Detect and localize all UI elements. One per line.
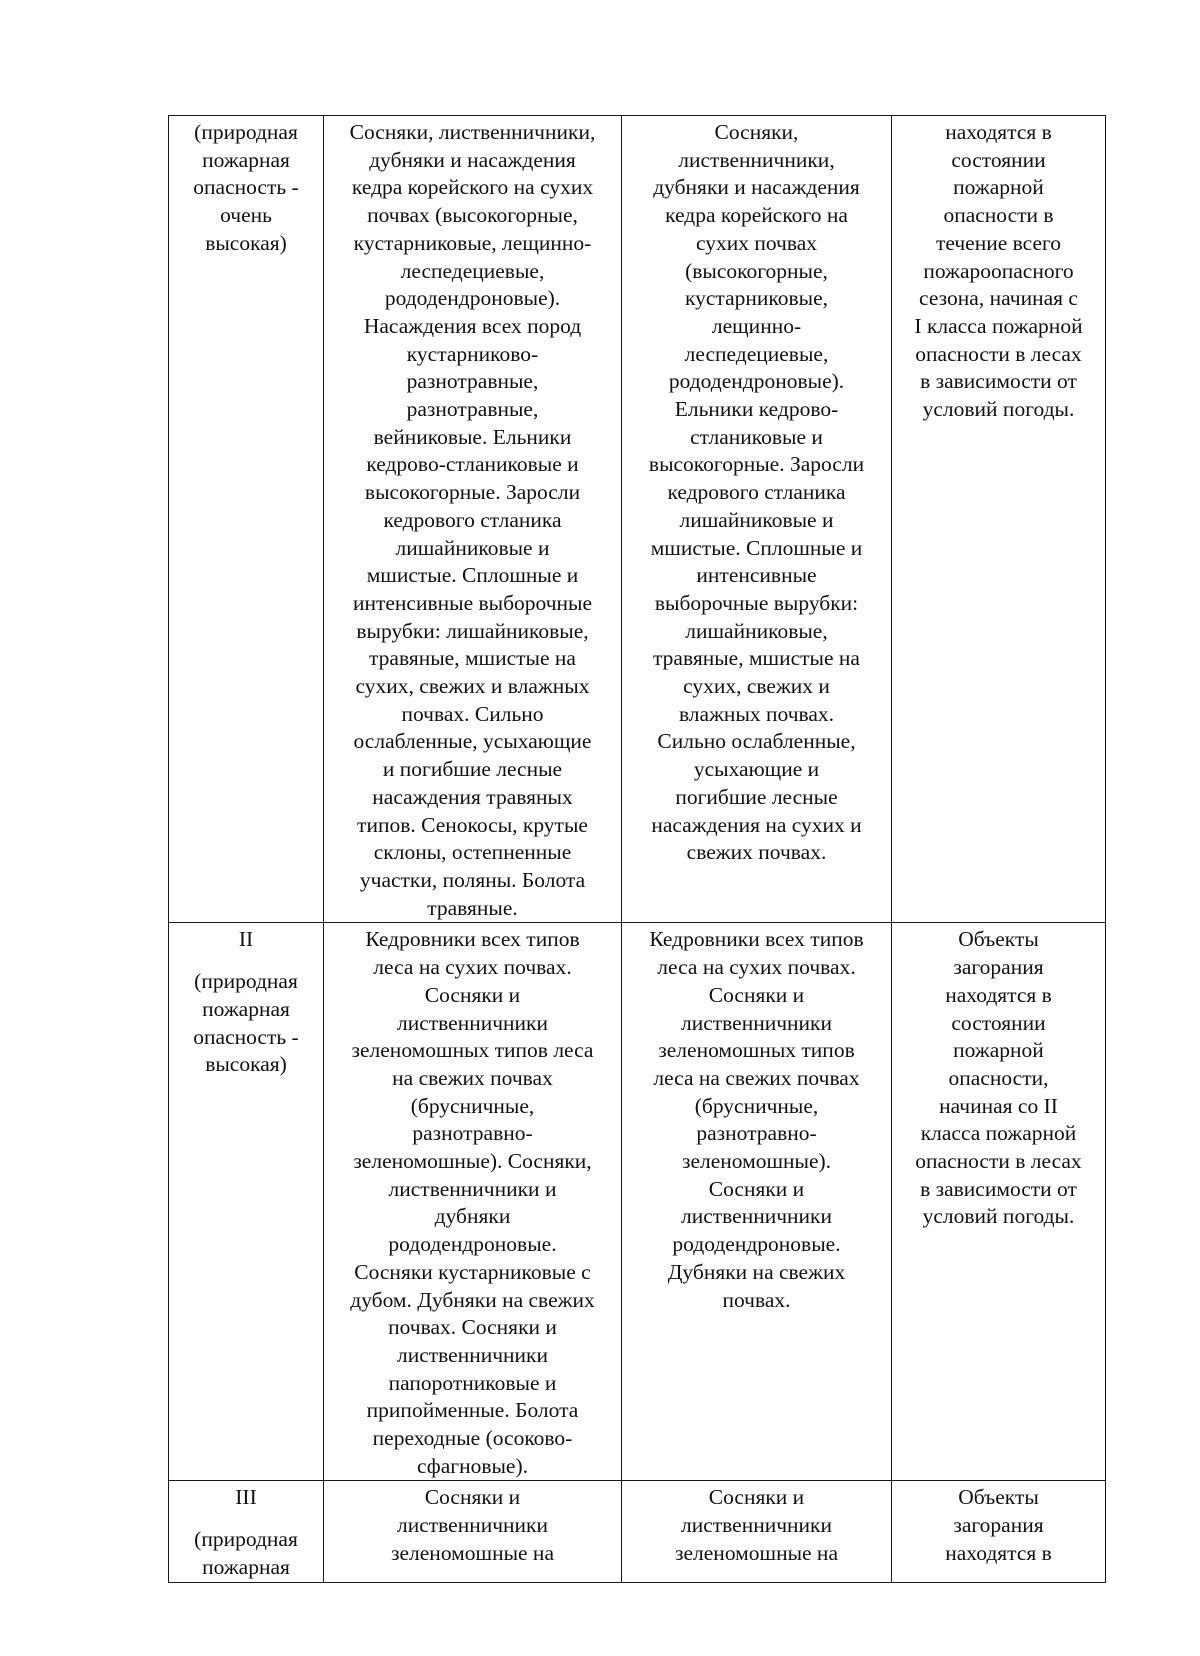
hazard-class-description: (природная пожарная опасность - высокая) — [193, 969, 299, 1077]
forest-types-cell: Сосняки и лиственничники зеленомошные на — [622, 1481, 892, 1582]
table-row — [169, 923, 1106, 1481]
fire-hazard-period-cell: находятся в состоянии пожарной опасности в течение всего пожароопасного сезона, начиная с I класса пожарной опасности в лесах в зависимости от условий погоды. — [892, 116, 1106, 923]
hazard-class-description: (природная пожарная — [194, 1527, 298, 1579]
hazard-class-number: III — [235, 1485, 257, 1510]
forest-types-cell: Сосняки и лиственничники зеленомошные на — [324, 1481, 622, 1582]
fire-hazard-class-table — [168, 115, 1106, 1583]
fire-hazard-period-cell: Объекты загорания находятся в — [892, 1481, 1106, 1582]
hazard-class-cell — [169, 116, 324, 923]
forest-types-cell: Сосняки, лиственничники, дубняки и насаждения кедра корейского на сухих почвах (высокогорные, кустарниковые, лещинно- леспедециевые, рододендроновые). Ельники кедрово- стланиковые и высокогорные. Заросли кедрового стланика лишайниковые и мшистые. Сплошные и интенсивные выборочные вырубки: лишайниковые, травяные, мшистые на сухих, свежих и влажных почвах. Сильно ослабленные, усыхающие и погибшие лесные насаждения на сухих и свежих почвах. — [622, 116, 892, 923]
forest-types-cell: Кедровники всех типов леса на сухих почвах. Сосняки и лиственничники зеленомошных типов леса на свежих почвах (брусничные, разнотравно- зеленомошные). Сосняки, лиственничники и дубняки рододендроновые. Сосняки кустарниковые с дубом. Дубняки на свежих почвах. Сосняки и лиственничники папоротниковые и припойменные. Болота переходные (осоково- сфагновые). — [324, 923, 622, 1481]
hazard-class-cell — [169, 923, 324, 1481]
hazard-class-cell — [169, 1481, 324, 1582]
hazard-class-description: (природная пожарная опасность - очень высокая) — [193, 120, 299, 255]
hazard-class-number: II — [238, 927, 254, 952]
table-row — [169, 116, 1106, 923]
forest-types-cell: Кедровники всех типов леса на сухих почвах. Сосняки и лиственничники зеленомошных типов леса на свежих почвах (брусничные, разнотравно- зеленомошные). Сосняки и лиственничники рододендроновые. Дубняки на свежих почвах. — [622, 923, 892, 1481]
fire-hazard-period-cell: Объекты загорания находятся в состоянии пожарной опасности, начиная со II класса пожарной опасности в лесах в зависимости от условий погоды. — [892, 923, 1106, 1481]
table-row — [169, 1481, 1106, 1582]
forest-types-cell: Сосняки, лиственничники, дубняки и насаждения кедра корейского на сухих почвах (высокогорные, кустарниковые, лещинно- леспедециевые, рододендроновые). Насаждения всех пород кустарниково- разнотравные, разнотравные, вейниковые. Ельники кедрово-стланиковые и высокогорные. Заросли кедрового стланика лишайниковые и мшистые. Сплошные и интенсивные выборочные вырубки: лишайниковые, травяные, мшистые на сухих, свежих и влажных почвах. Сильно ослабленные, усыхающие и погибшие лесные насаждения травяных типов. Сенокосы, крутые склоны, остепненные участки, поляны. Болота травяные. — [324, 116, 622, 923]
